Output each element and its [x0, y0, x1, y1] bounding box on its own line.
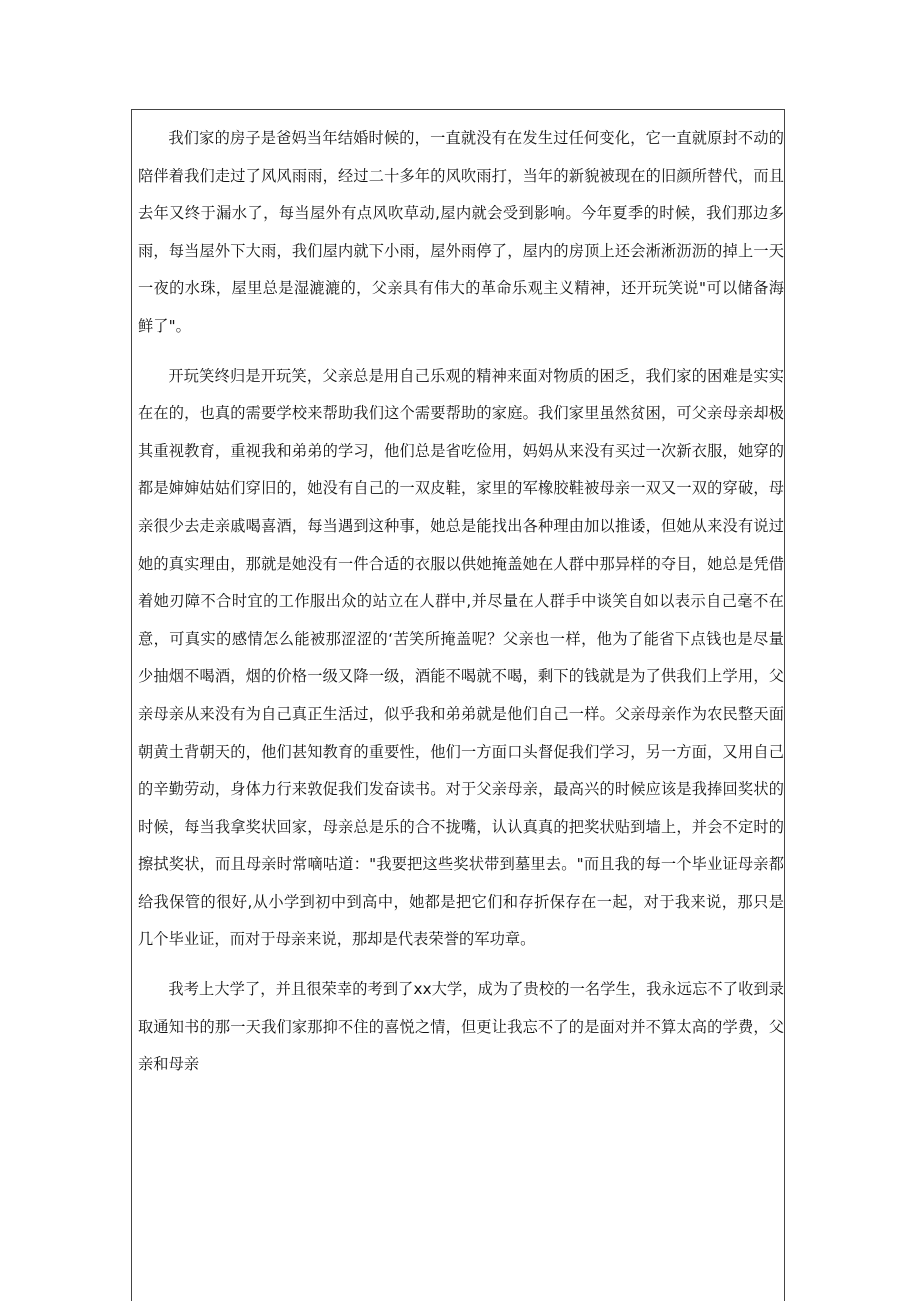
document-body — [138, 120, 784, 1096]
paragraph-3: 我考上大学了，并且很荣幸的考到了xx大学，成为了贵校的一名学生，我永远忘不了收到录取通知书的那一天我们家那抑不住的喜悦之情，但更让我忘不了的是面对并不算太高的学费，父亲和母亲 — [138, 980, 784, 1074]
paragraph-2: 开玩笑终归是开玩笑，父亲总是用自己乐观的精神来面对物质的困乏，我们家的困难是实实在在的，也真的需要学校来帮助我们这个需要帮助的家庭。我们家里虽然贫困，可父亲母亲却极其重视教育，重视我和弟弟的学习，他们总是省吃俭用，妈妈从来没有买过一次新衣服，她穿的都是婶婶姑姑们穿旧的，她没有自己的一双皮鞋，家里的军橡胶鞋被母亲一双又一双的穿破，母亲很少去走亲戚喝喜酒，每当遇到这种事，她总是能找出各种理由加以推诿，但她从来没有说过她的真实理由，那就是她没有一件合适的衣服以供她掩盖她在人群中那异样的夺目，她总是凭借着她刃障不合时宜的工作服出众的站立在人群中,并尽量在人群手中谈笑自如以表示自己毫不在意，可真实的感情怎么能被那涩涩的‘苦笑所掩盖呢？父亲也一样，他为了能省下点钱也是尽量少抽烟不喝酒，烟的价格一级又降一级，酒能不喝就不喝，剩下的钱就是为了供我们上学用，父亲母亲从来没有为自己真正生活过，似乎我和弟弟就是他们自己一样。父亲母亲作为农民整天面朝黄土背朝天的，他们甚知教育的重要性，他们一方面口头督促我们学习，另一方面，又用自己的辛勤劳动，身体力行来敦促我们发奋读书。对于父亲母亲，最高兴的时候应该是我捧回奖状的时候，每当我拿奖状回家，母亲总是乐的合不拢嘴，认认真真的把奖状贴到墙上，并会不定时的擦拭奖状，而且母亲时常嘀咕道："我要把这些奖状带到墓里去。"而且我的每一个毕业证母亲都给我保管的很好,从小学到初中到高中，她都是把它们和存折保存在一起，对于我来说，那只是几个毕业证，而对于母亲来说，那却是代表荣誉的军功章。 — [138, 366, 784, 949]
paragraph-1: 我们家的房子是爸妈当年结婚时候的，一直就没有在发生过任何变化，它一直就原封不动的陪伴着我们走过了风风雨雨，经过二十多年的风吹雨打，当年的新貌被现在的旧颜所替代，而且去年又终于漏水了，每当屋外有点风吹草动,屋内就会受到影响。今年夏季的时候，我们那边多雨，每当屋外下大雨，我们屋内就下小雨，屋外雨停了，屋内的房顶上还会淅淅沥沥的掉上一天一夜的水珠，屋里总是湿漉漉的，父亲具有伟大的革命乐观主义精神，还开玩笑说"可以储备海鲜了"。 — [138, 129, 784, 335]
